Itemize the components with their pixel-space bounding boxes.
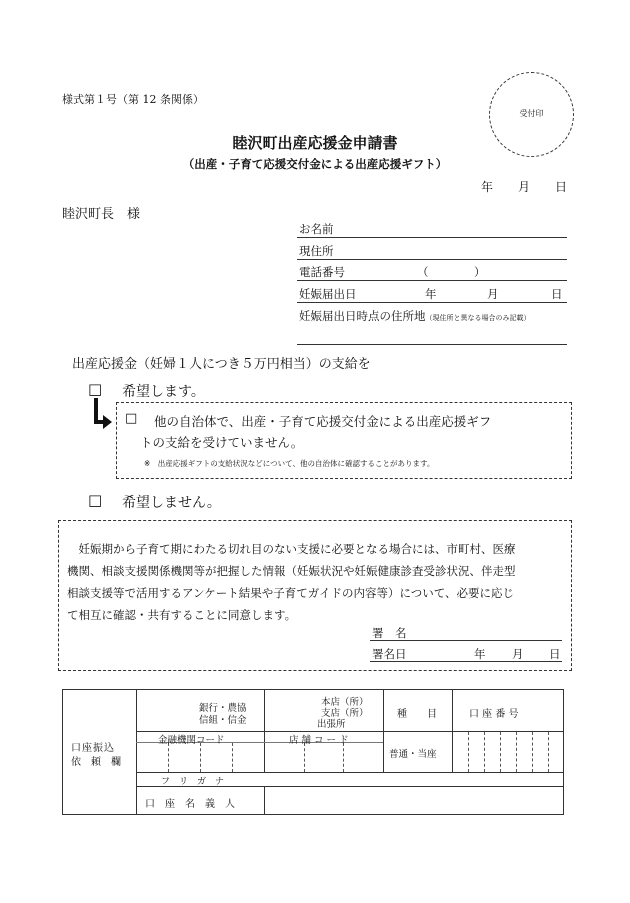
- address-label: 現住所: [299, 244, 334, 258]
- signature-day-label: 日: [549, 647, 561, 661]
- form-title: 睦沢町出産応援金申請書: [232, 134, 398, 152]
- signature-date-label: 署名日: [372, 647, 407, 661]
- not-received-line1: 他の自治体で、出産・子育て応援交付金による出産応援ギフ: [154, 414, 492, 429]
- pregnancy-day-label: 日: [551, 287, 563, 301]
- consent-line-2: 機関、相談支援関係機関等が把握した情報（妊娠状況や妊娠健康診査受診状況、伴走型: [67, 564, 516, 578]
- name-field[interactable]: [297, 220, 567, 238]
- address-field[interactable]: [297, 242, 567, 260]
- pregnancy-date-field[interactable]: [297, 285, 567, 303]
- pregnancy-address-line[interactable]: [297, 344, 567, 345]
- bank-label-line1: 口座振込: [71, 743, 115, 754]
- want-label: 希望します。: [122, 384, 205, 400]
- addressee: 睦沢町長 様: [62, 207, 141, 222]
- signature-field[interactable]: [370, 624, 562, 641]
- not-want-checkbox[interactable]: □: [88, 491, 103, 509]
- consent-line-3: 相談支援等で活用するアンケート結果や子育てガイドの内容等）について、必要に応じ: [67, 586, 515, 600]
- branch-type-line1: 本店（所）: [321, 697, 369, 708]
- account-number-header: 口 座 番 号: [469, 709, 519, 720]
- pregnancy-date-label: 妊娠届出日: [299, 287, 357, 301]
- confirm-note: ※ 出産応援ギフトの支給状況などについて、他の自治体に確認することがあります。: [144, 459, 435, 468]
- branch-code-header: 店 舗 コ ー ド: [289, 735, 349, 746]
- account-holder-label: 口 座 名 義 人: [145, 799, 235, 810]
- phone-paren-open: （: [417, 265, 429, 279]
- form-subtitle: （出産・子育て応援交付金による出産応援ギフト）: [182, 157, 448, 171]
- signature-date-field[interactable]: [370, 645, 562, 662]
- pregnancy-year-label: 年: [425, 287, 437, 301]
- phone-paren-close: ）: [474, 265, 486, 279]
- date-month-label: 月: [518, 180, 531, 194]
- bank-label-line2: 依 頼 欄: [71, 757, 121, 768]
- branch-type-line3: 出張所: [317, 719, 346, 730]
- down-right-arrow-icon: [92, 396, 116, 440]
- bank-type-line2: 信組・信金: [199, 715, 247, 726]
- bank-code-header: 金融機関コード: [158, 735, 225, 746]
- not-received-line2: トの支給を受けていません。: [140, 435, 304, 450]
- bank-transfer-table: [62, 689, 564, 815]
- phone-label: 電話番号: [299, 265, 345, 279]
- account-kind-value: 普通・当座: [389, 749, 437, 760]
- branch-type-line2: 支店（所）: [321, 708, 369, 719]
- consent-line-4: て相互に確認・共有することに同意します。: [67, 608, 297, 622]
- phone-field[interactable]: [297, 263, 567, 281]
- want-checkbox[interactable]: □: [88, 380, 103, 398]
- not-received-checkbox[interactable]: □: [125, 411, 138, 426]
- date-year-label: 年: [481, 180, 494, 194]
- bank-type-line1: 銀行・農協: [199, 703, 247, 714]
- consent-line-1: 妊娠期から子育て期にわたる切れ目のない支援に必要となる場合には、市町村、医療: [67, 542, 516, 556]
- furigana-label: フ リ ガ ナ: [161, 777, 225, 787]
- pregnancy-month-label: 月: [487, 287, 499, 301]
- pregnancy-address-note: （現住所と異なる場合のみ記載）: [425, 314, 531, 322]
- signature-year-label: 年: [474, 647, 486, 661]
- pregnancy-address-label: 妊娠届出日時点の住所地（現住所と異なる場合のみ記載）: [299, 309, 531, 323]
- not-want-label: 希望しません。: [122, 495, 221, 511]
- reception-stamp-label: 受付印: [519, 109, 544, 118]
- support-intro: 出産応援金（妊婦１人につき５万円相当）の支給を: [72, 357, 371, 372]
- signature-label: 署 名: [372, 626, 407, 640]
- name-label: お名前: [299, 222, 334, 236]
- form-number: 様式第１号（第 12 条関係）: [62, 93, 204, 106]
- date-day-label: 日: [555, 180, 568, 194]
- signature-month-label: 月: [512, 647, 524, 661]
- account-kind-header: 種 目: [397, 709, 437, 720]
